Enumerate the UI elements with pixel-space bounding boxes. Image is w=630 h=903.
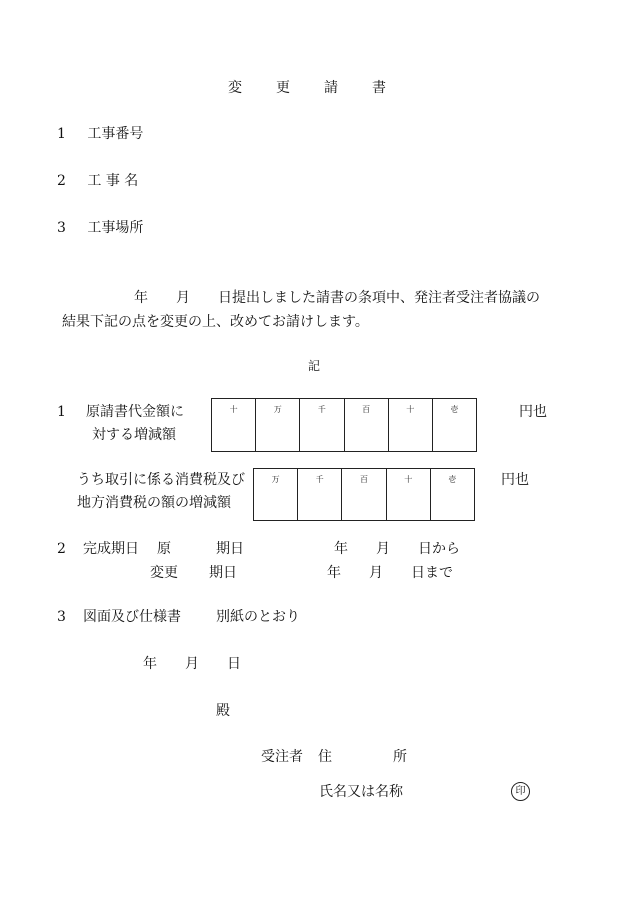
digit-label: 万 [273,405,282,414]
item1-label-line1: 原請書代金額に [86,404,184,420]
item2-orig-a: 原 [157,541,171,557]
item-no: 2 [57,173,66,189]
intro-line-2: 結果下記の点を変更の上、改めてお請けします。 [62,314,369,330]
document-title [228,81,420,95]
contractor-name-label: 氏名又は名称 [319,784,403,800]
tax-unit: 円也 [501,472,529,488]
digit-label: 十 [406,405,415,414]
digit-label: 千 [315,475,324,484]
digit-cell [342,469,386,520]
title-char: 請 [324,80,338,96]
item3-label: 図面及び仕様書 [83,609,181,625]
digit-label: 十 [229,405,238,414]
digit-cell [345,399,389,451]
title-char: 更 [276,80,290,96]
item1-no: 1 [57,404,66,420]
item2-label: 完成期日 [83,541,139,557]
digit-label: 百 [362,405,371,414]
digit-cell [389,399,433,451]
item-label: 工事番号 [87,126,144,142]
item1-label-line2: 対する増減額 [92,427,176,443]
digit-cell [387,469,431,520]
digit-cell [212,399,256,451]
ki-heading: 記 [308,359,321,373]
digit-label: 百 [360,475,368,484]
tax-label-line1: うち取引に係る消費税及び [77,472,245,488]
item2-no: 2 [57,541,66,557]
tax-box [253,468,475,521]
digit-cell [433,399,476,451]
header-item-name [57,174,138,188]
amount-box [211,398,477,452]
intro-line-1: 年 月 日提出しました請書の条項中、発注者受注者協議の [134,290,540,306]
item2-orig-date: 年 月 日から [334,541,460,557]
digit-label: 壱 [450,405,459,414]
digit-cell [256,399,300,451]
title-char: 書 [372,80,386,96]
digit-label: 万 [271,475,280,484]
item2-chg-a: 変更 [150,565,178,581]
item3-no: 3 [57,609,66,625]
seal-icon: 印 [511,782,530,801]
item3-value: 別紙のとおり [216,609,300,625]
digit-cell [300,399,344,451]
date-line: 年 月 日 [143,656,241,672]
item2-orig-b: 期日 [216,541,244,557]
item-no: 3 [57,220,66,236]
item-label: 工 事 名 [87,173,139,189]
contractor-addr-b: 所 [393,749,407,765]
item1-unit: 円也 [519,404,547,420]
item-no: 1 [57,126,66,142]
digit-cell [298,469,342,520]
contractor-addr-a: 住 [318,749,332,765]
item2-chg-b: 期日 [209,565,237,581]
digit-label: 十 [404,475,413,484]
digit-cell [431,469,474,520]
digit-cell [254,469,298,520]
digit-label: 壱 [448,475,457,484]
tax-label-line2: 地方消費税の額の増減額 [77,495,231,511]
addressee-suffix: 殿 [216,703,230,719]
item2-chg-date: 年 月 日まで [327,565,453,581]
item-label: 工事場所 [87,220,144,236]
title-char: 変 [228,80,242,96]
header-item-number [57,127,143,141]
digit-label: 千 [317,405,326,414]
header-item-place [57,221,143,235]
contractor-role: 受注者 [261,749,303,765]
